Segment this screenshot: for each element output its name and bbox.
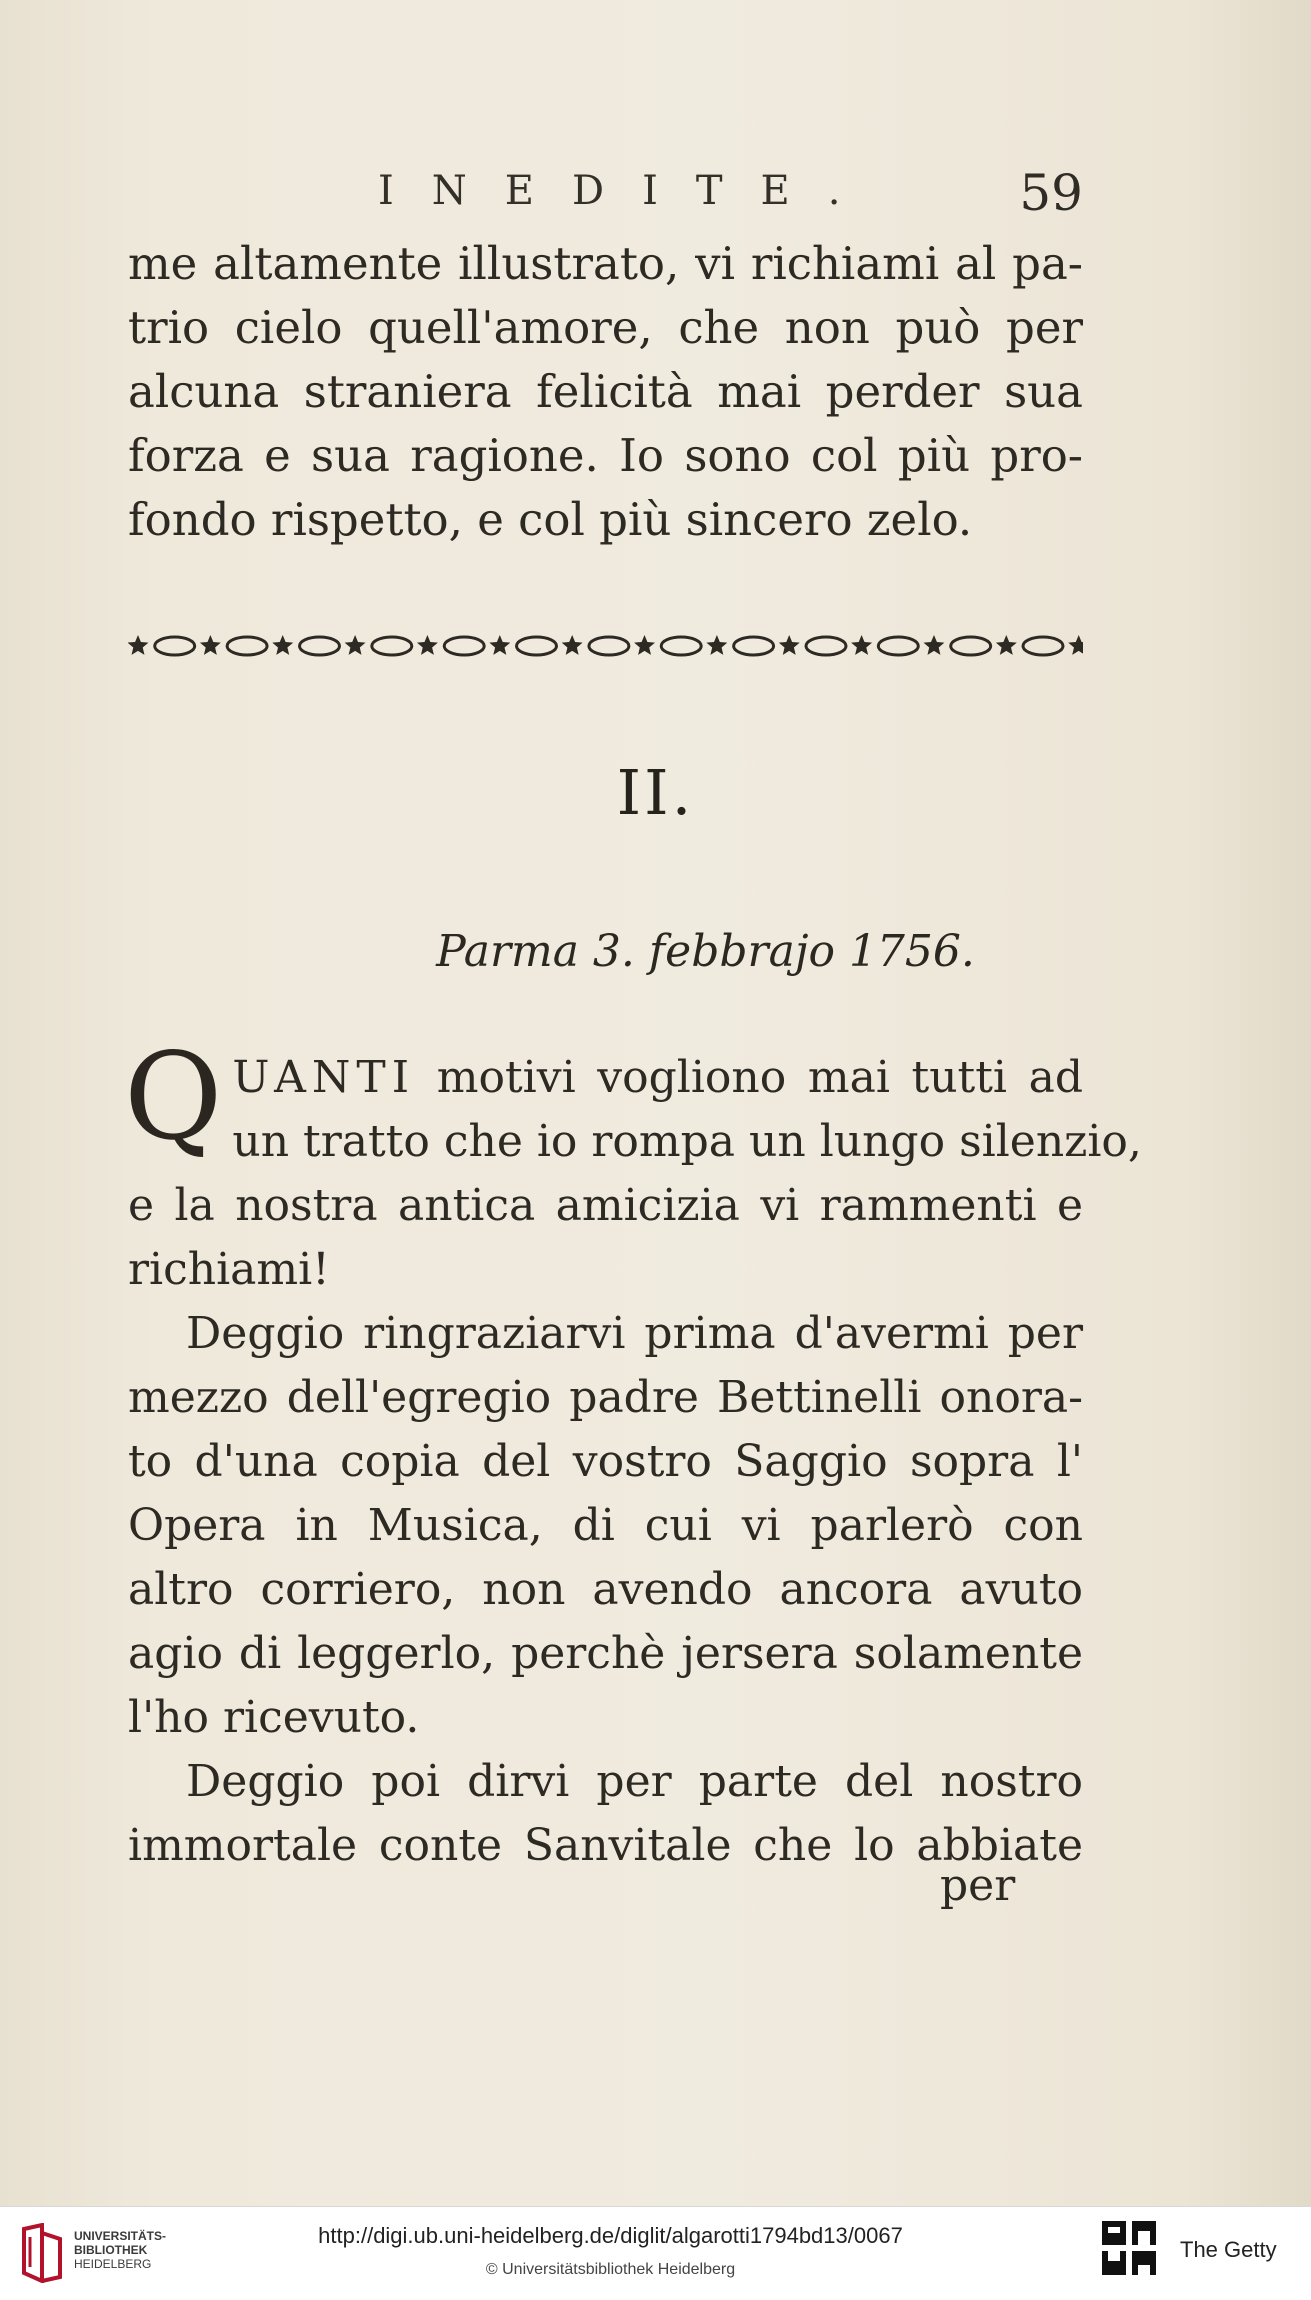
page-header xyxy=(0,164,1311,228)
text-line: fondo rispetto, e col più sincero zelo. xyxy=(128,493,973,546)
ornament-star xyxy=(417,635,438,655)
ornament-oval xyxy=(517,637,557,655)
ornament-star xyxy=(924,635,945,655)
text-line: Deggio ringraziarvi prima d'avermi per xyxy=(186,1308,1083,1359)
drop-cap: Q xyxy=(124,1028,223,1167)
text-line: to d'una copia del vostro Saggio sopra l' xyxy=(128,1436,1083,1487)
text-line: forza e sua ragione. Io sono col più pro- xyxy=(128,429,1083,482)
text-line: mezzo dell'egregio padre Bettinelli onora- xyxy=(128,1372,1083,1423)
ornament-star xyxy=(1068,635,1083,655)
letter-body xyxy=(124,1028,1142,1878)
section-number: II. xyxy=(616,756,695,829)
text-line: trio cielo quell'amore, che non può per xyxy=(128,301,1083,354)
library-name-line: BIBLIOTHEK xyxy=(74,2243,148,2257)
viewer-footer xyxy=(0,2206,1311,2300)
ornament-star xyxy=(634,635,655,655)
ornament-star xyxy=(851,635,872,655)
ornament-star xyxy=(128,635,149,655)
ornament-star xyxy=(706,635,727,655)
ornament-oval xyxy=(227,637,267,655)
ornament-oval xyxy=(444,637,484,655)
ornament-star xyxy=(345,635,366,655)
ornament-star xyxy=(489,635,510,655)
decorative-ornament-rule xyxy=(128,624,1083,668)
text-line: Deggio poi dirvi per parte del nostro xyxy=(186,1756,1083,1807)
ornament-oval xyxy=(734,637,774,655)
ornament-star xyxy=(272,635,293,655)
first-word-smallcaps: UANTI xyxy=(232,1052,416,1103)
text-line: un tratto che io rompa un lungo silenzio, xyxy=(232,1116,1142,1167)
ornament-oval xyxy=(372,637,412,655)
catchword: per xyxy=(940,1860,1016,1911)
text-line: me altamente illustrato, vi richiami al pa- xyxy=(128,237,1083,290)
text-line: e la nostra antica amicizia vi rammenti e xyxy=(128,1180,1083,1231)
text-line: immortale conte Sanvitale che lo abbiate xyxy=(128,1820,1083,1871)
ornament-oval xyxy=(806,637,846,655)
running-title: INEDITE. xyxy=(378,168,879,214)
ornament-star xyxy=(996,635,1017,655)
text-line: altro corriero, non avendo ancora avuto xyxy=(128,1564,1083,1615)
text-line: alcuna straniera felicità mai perder sua xyxy=(128,365,1083,418)
ornament-oval xyxy=(155,637,195,655)
getty-logo-icon[interactable] xyxy=(1102,2221,1158,2287)
text-line: agio di leggerlo, perchè jersera solamente xyxy=(128,1628,1083,1679)
text-line: richiami! xyxy=(128,1244,330,1295)
ornament-oval xyxy=(878,637,918,655)
ornament-oval xyxy=(1023,637,1063,655)
ornament-star xyxy=(200,635,221,655)
text-fragment: motivi vogliono mai tutti ad xyxy=(436,1052,1083,1103)
library-name-line: HEIDELBERG xyxy=(74,2257,152,2271)
copyright-notice: © Universitätsbibliothek Heidelberg xyxy=(485,2261,736,2278)
library-name-line: UNIVERSITÄTS- xyxy=(74,2229,167,2243)
ornament-oval xyxy=(300,637,340,655)
partner-name[interactable]: The Getty xyxy=(1180,2237,1277,2262)
ornament-oval xyxy=(661,637,701,655)
page-number: 59 xyxy=(1019,164,1083,222)
text-line xyxy=(128,1046,1083,1110)
ornament-oval xyxy=(589,637,629,655)
paragraph-closing xyxy=(128,232,1083,552)
ornament-oval xyxy=(951,637,991,655)
ornament-star xyxy=(562,635,583,655)
permalink-url[interactable]: http://digi.ub.uni-heidelberg.de/diglit/algarotti1794bd13/0067 xyxy=(318,2223,903,2248)
text-line: l'ho ricevuto. xyxy=(128,1692,420,1743)
letter-dateline: Parma 3. febbrajo 1756. xyxy=(436,926,975,977)
ornament-star xyxy=(779,635,800,655)
text-line: Opera in Musica, di cui vi parlerò con xyxy=(128,1500,1083,1551)
